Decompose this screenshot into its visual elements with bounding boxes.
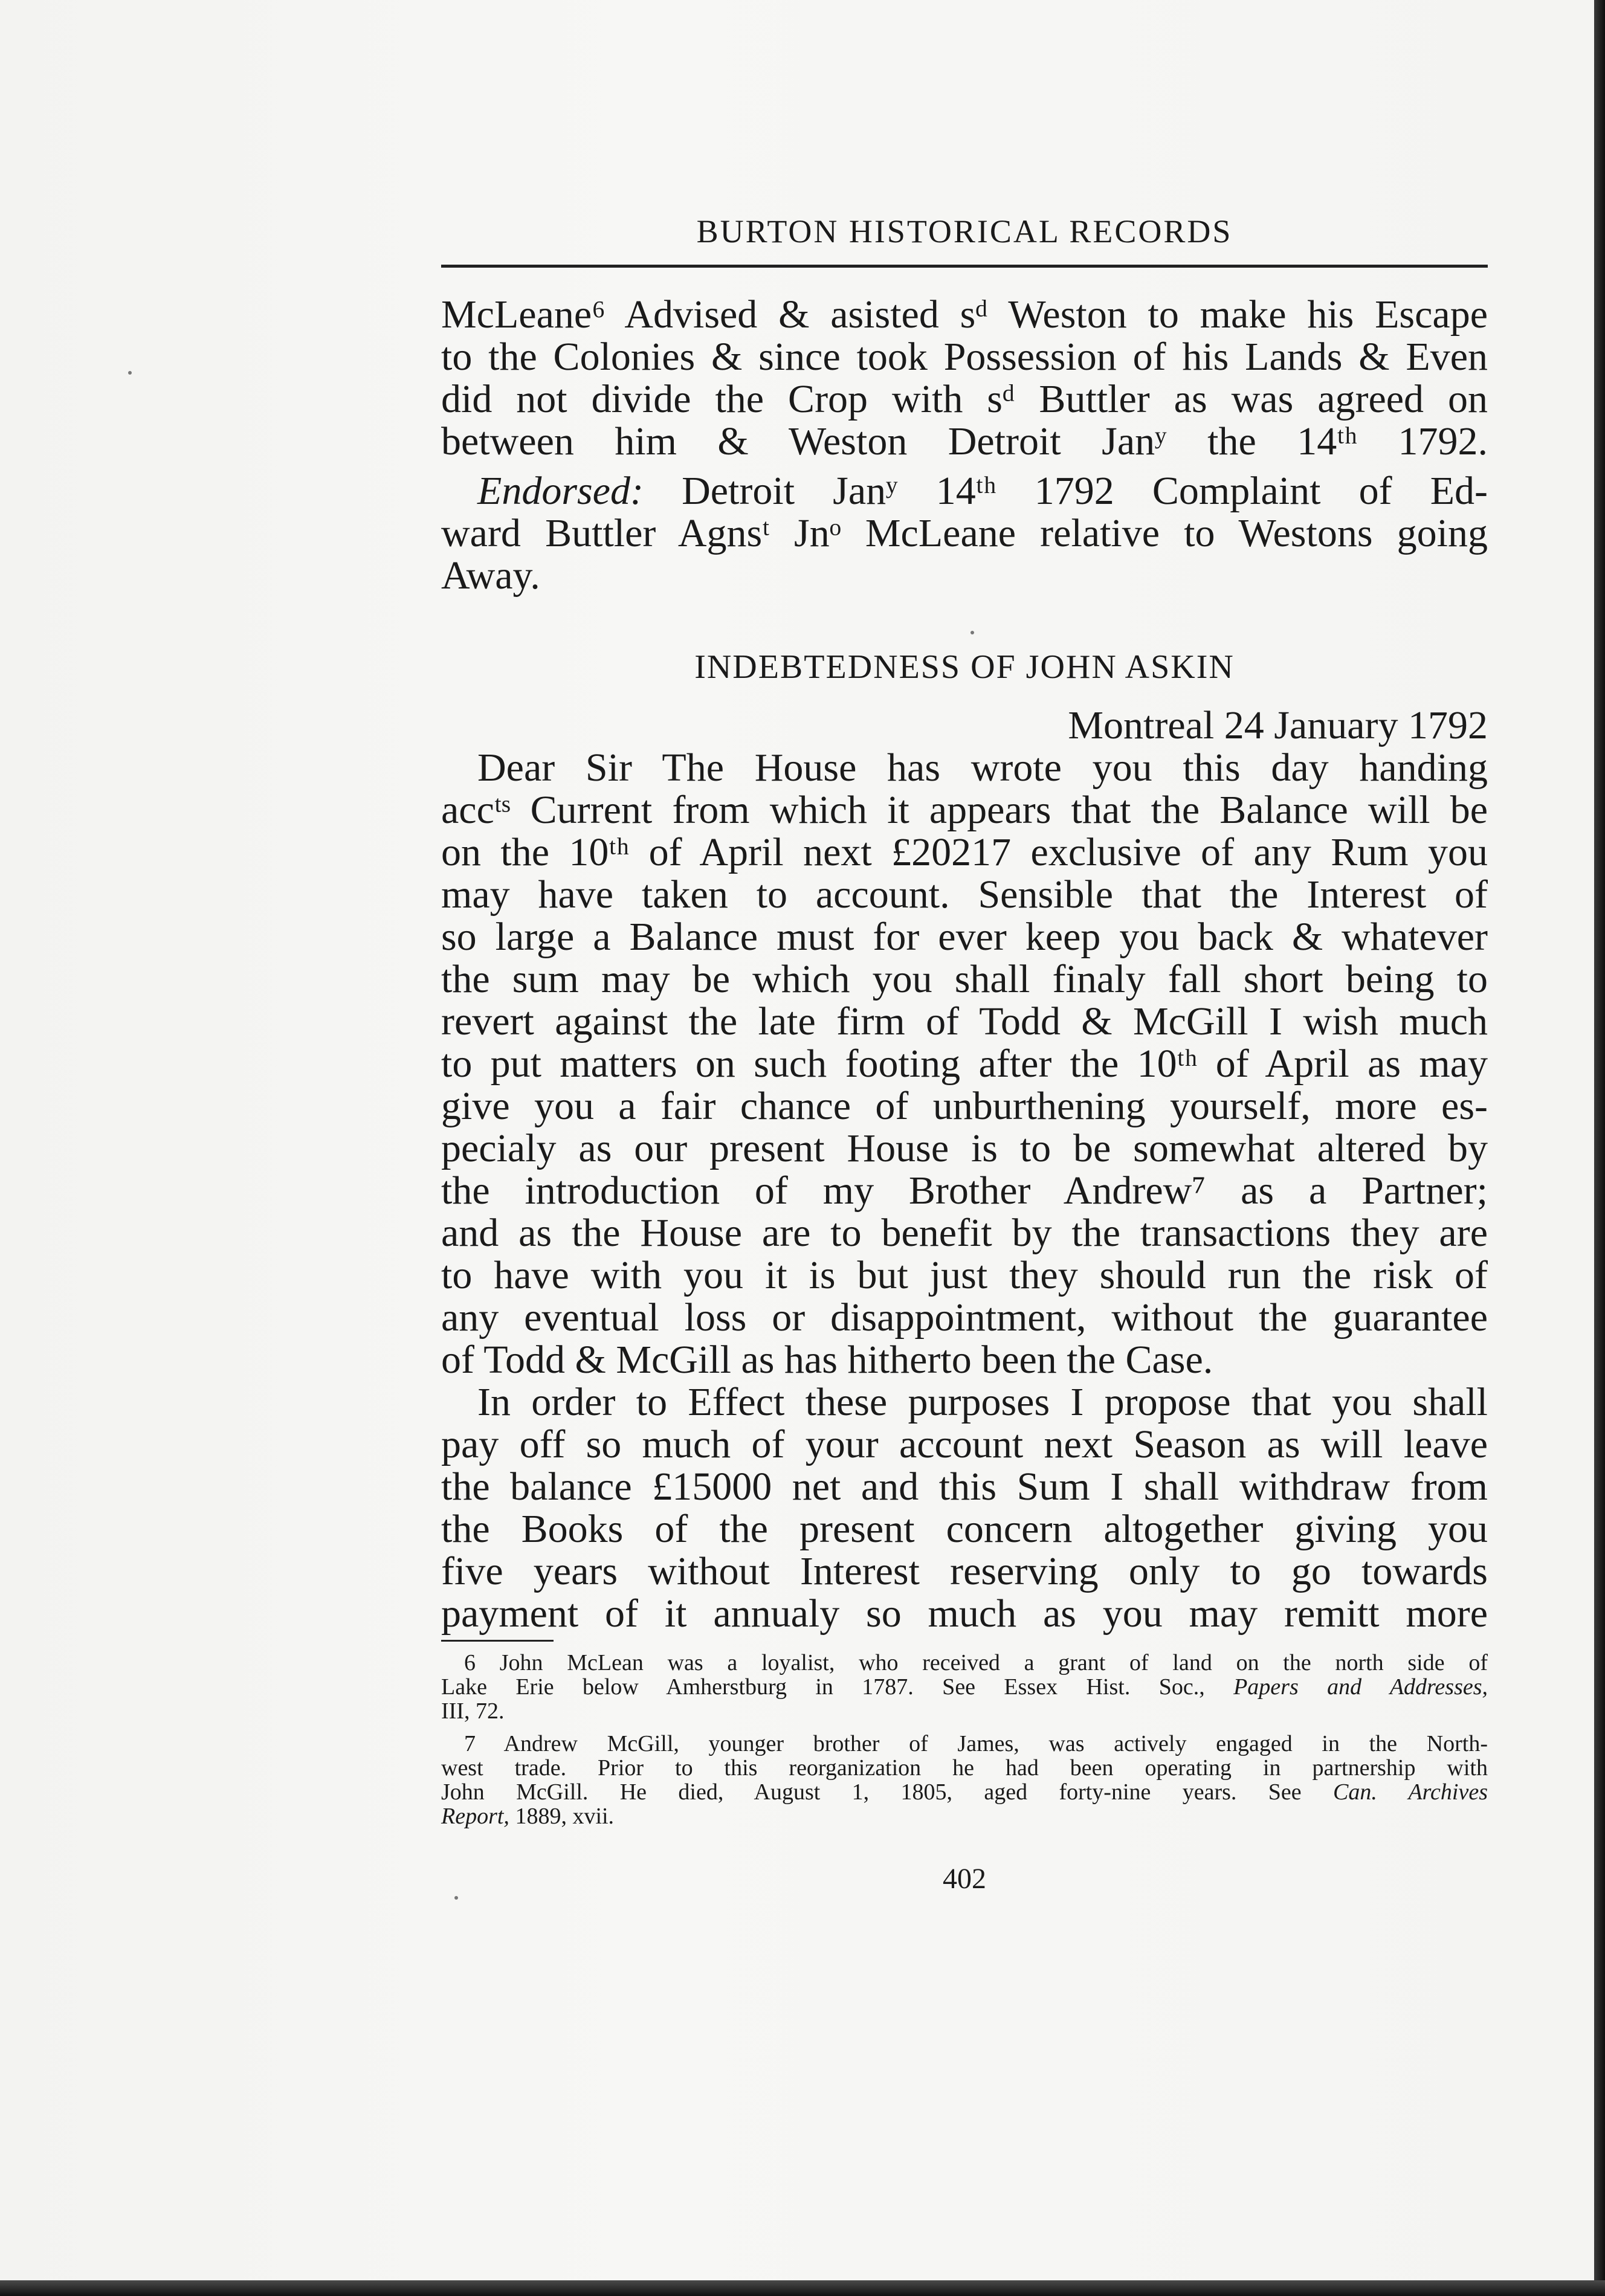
text-line: five years without Interest reserving only to go towards — [441, 1549, 1488, 1593]
footnote-text: Lake Erie below Amherstburg in 1787. See Essex Hist. Soc., — [441, 1674, 1205, 1700]
text-line: so large a Balance must for ever keep you back & whatever — [441, 915, 1488, 959]
endorsement-text: Detroit Janʸ 14ᵗʰ 1792 Complaint of Ed- — [682, 469, 1488, 513]
running-head: BURTON HISTORICAL RECORDS — [696, 213, 1233, 250]
page-number: 402 — [943, 1863, 986, 1895]
footnote-text: John McGill. He died, August 1, 1805, aged forty-nine years. See — [441, 1779, 1302, 1805]
text-line: revert against the late firm of Todd & McGill I wish much — [441, 999, 1488, 1043]
section-title: INDEBTEDNESS OF JOHN ASKIN — [694, 648, 1235, 686]
text-line: and as the House are to benefit by the transactions they are — [441, 1211, 1488, 1255]
text-line: to put matters on such footing after the 10ᵗʰ of April as may — [441, 1042, 1488, 1086]
footnote-italic-title: Can. Archives — [1332, 1779, 1488, 1805]
speck — [454, 1896, 458, 1900]
continued-paragraph — [441, 294, 1488, 597]
footnote-6-line — [441, 1675, 1488, 1699]
text-line: accᵗˢ Current from which it appears that the Balance will be — [441, 788, 1488, 832]
text-line: the Books of the present concern altogether giving you — [441, 1507, 1488, 1551]
footnote-italic-title: Papers and Addresses, — [1233, 1674, 1488, 1700]
footnote-italic-title: Report, — [441, 1804, 509, 1829]
text-line: did not divide the Crop with sᵈ Buttler as was agreed on — [441, 377, 1488, 421]
text-line: to have with you it is but just they should run the risk of — [441, 1253, 1488, 1297]
footnotes — [441, 1651, 1488, 1828]
text-line: McLeane⁶ Advised & asisted sᵈ Weston to make his Escape — [441, 292, 1488, 337]
text-line: the introduction of my Brother Andrew⁷ as a Partner; — [441, 1169, 1488, 1213]
dateline: Montreal 24 January 1792 — [1068, 703, 1488, 747]
footnote-rule — [441, 1640, 554, 1642]
footnote-6-line: III, 72. — [441, 1698, 505, 1724]
footnote-6-line: 6 John McLean was a loyalist, who received a grant of land on the north side of — [464, 1650, 1488, 1675]
text-line: pay off so much of your account next Season as will leave — [441, 1422, 1488, 1466]
text-line: give you a fair chance of unburthening yourself, more es- — [441, 1084, 1488, 1128]
speck — [128, 371, 132, 375]
text-line: payment of it annualy so much as you may remitt more — [441, 1591, 1488, 1636]
footnote-7-line — [441, 1780, 1488, 1804]
text-line: In order to Effect these purposes I propose that you shall — [477, 1380, 1488, 1424]
page-edge-shadow-bottom — [0, 2280, 1605, 2296]
endorsement-line — [441, 470, 1488, 512]
text-line: to the Colonies & since took Possession of his Lands & Even — [441, 335, 1488, 379]
speck — [970, 631, 974, 634]
text-line: pecialy as our present House is to be somewhat altered by — [441, 1126, 1488, 1170]
page-edge-shadow-right — [1594, 0, 1605, 2296]
text-line: of Todd & McGill as has hitherto been the Case. — [441, 1338, 1213, 1382]
text-line: on the 10ᵗʰ of April next £20217 exclusive of any Rum you — [441, 830, 1488, 874]
endorsed-label: Endorsed: — [477, 469, 644, 513]
text-line: the balance £15000 net and this Sum I shall withdraw from — [441, 1465, 1488, 1509]
footnote-7-line — [441, 1804, 1488, 1828]
text-line: may have taken to account. Sensible that the Interest of — [441, 872, 1488, 917]
text-line: Away. — [441, 553, 540, 598]
text-line: ward Buttler Agnsᵗ Jnᵒ McLeane relative to Westons going — [441, 511, 1488, 555]
header-rule — [441, 265, 1488, 268]
footnote-7-line: 7 Andrew McGill, younger brother of James, was actively engaged in the North- — [464, 1731, 1488, 1756]
text-line: the sum may be which you shall finaly fall short being to — [441, 957, 1488, 1001]
text-line: Dear Sir The House has wrote you this day handing — [477, 746, 1488, 790]
footnote-text: 1889, xvii. — [515, 1804, 615, 1829]
text-line: between him & Weston Detroit Janʸ the 14ᵗʰ 1792. — [441, 419, 1488, 463]
letter-body — [441, 705, 1488, 1635]
text-line: any eventual loss or disappointment, without the guarantee — [441, 1295, 1488, 1340]
footnote-7-line: west trade. Prior to this reorganization he had been operating in partnership with — [441, 1755, 1488, 1781]
